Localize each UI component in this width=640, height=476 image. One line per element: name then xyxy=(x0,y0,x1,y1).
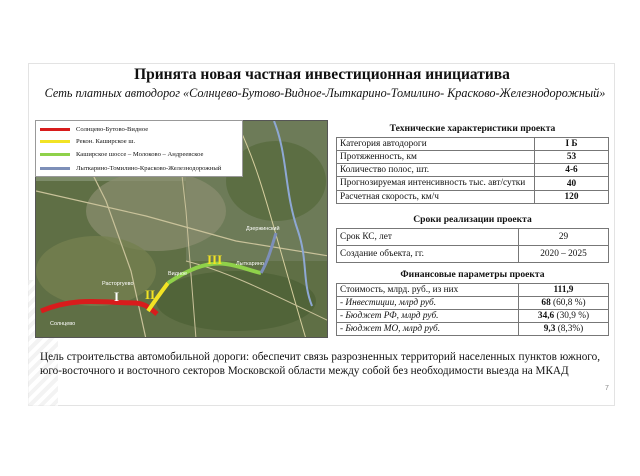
table-row xyxy=(337,297,609,310)
param-label: Расчетная скорость, км/ч xyxy=(337,191,535,204)
param-value: 29 xyxy=(519,229,609,246)
legend-item xyxy=(40,136,135,146)
param-value: 4-6 xyxy=(535,164,609,177)
map-legend xyxy=(35,120,243,177)
table-row xyxy=(337,323,609,336)
param-share: (8,3%) xyxy=(557,324,584,334)
param-amount: 34,6 xyxy=(537,311,555,321)
param-value: 120 xyxy=(535,191,609,204)
slide-title: Принята новая частная инвестиционная инициатива xyxy=(134,66,510,83)
legend-item xyxy=(40,149,203,159)
param-value: 53 xyxy=(535,151,609,164)
place-label: Лыткарино xyxy=(236,261,264,267)
param-label: Количество полос, шт. xyxy=(337,164,535,177)
param-value xyxy=(519,284,609,297)
param-amount: 68 xyxy=(541,298,551,308)
param-value xyxy=(519,323,609,336)
legend-swatch xyxy=(40,140,70,143)
param-amount: 9,3 xyxy=(543,324,556,334)
param-label: Категория автодороги xyxy=(337,138,535,151)
technical-panel xyxy=(336,121,609,204)
param-value: 2020 – 2025 xyxy=(519,246,609,263)
timeline-table xyxy=(336,228,609,263)
param-share: (30,9 %) xyxy=(556,311,590,321)
legend-label: Каширское шоссе – Молоково – Андреевское xyxy=(76,150,204,158)
timeline-title: Сроки реализации проекта xyxy=(413,214,532,225)
table-row xyxy=(337,229,609,246)
place-label: Солнцево xyxy=(50,321,76,327)
table-row xyxy=(337,138,609,151)
page-number: 7 xyxy=(605,385,609,392)
param-label: - Инвестиции, млрд руб. xyxy=(337,297,519,310)
table-row xyxy=(337,177,609,191)
table-row xyxy=(337,246,609,263)
param-value xyxy=(519,297,609,310)
technical-table xyxy=(336,137,609,204)
place-label: Видное xyxy=(168,271,188,277)
param-label: Стоимость, млрд. руб., из них xyxy=(337,284,519,297)
table-row xyxy=(337,151,609,164)
param-label: - Бюджет РФ, млрд руб. xyxy=(337,310,519,323)
legend-swatch xyxy=(40,167,70,170)
place-label: Дзержинский xyxy=(246,226,280,232)
param-label: - Бюджет МО, млрд руб. xyxy=(337,323,519,336)
param-label: Протяженность, км xyxy=(337,151,535,164)
param-label: Создание объекта, гг. xyxy=(337,246,519,263)
table-row xyxy=(337,284,609,297)
legend-label: Солнцево-Бутово-Видное xyxy=(76,125,149,133)
slide-subtitle: Сеть платных автодорог «Солнцево-Бутово-Видное-Лыткарино-Томилино- Красково-Железнодорожный» xyxy=(44,86,606,100)
param-label: Прогнозируемая интенсивность тыс. авт/сутки xyxy=(337,177,535,191)
param-value: I Б xyxy=(535,138,609,151)
timeline-panel xyxy=(336,212,609,263)
legend-item xyxy=(40,124,148,134)
param-value: 40 xyxy=(535,177,609,191)
project-goal-text: Цель строительства автомобильной дороги: обеспечит связь разрозненных территорий населенных пунктов южного, юго-восточного и восточного секторов Московской области между собой без необходимости выезда на МКАД xyxy=(40,351,600,377)
section-label-1: I xyxy=(114,289,120,304)
section-label-2: II xyxy=(145,287,156,302)
table-row xyxy=(337,310,609,323)
legend-swatch xyxy=(40,153,70,156)
table-row xyxy=(337,191,609,204)
legend-swatch xyxy=(40,128,70,131)
financial-title: Финансовые параметры проекта xyxy=(400,269,545,280)
financial-table xyxy=(336,283,609,336)
param-value xyxy=(519,310,609,323)
technical-title: Технические характеристики проекта xyxy=(389,123,556,134)
legend-label: Лыткарино-Томилино-Красково-Железнодорожный xyxy=(76,164,222,172)
section-label-3: III xyxy=(207,252,223,267)
param-label: Срок КС, лет xyxy=(337,229,519,246)
param-amount: 111,9 xyxy=(553,285,574,295)
table-row xyxy=(337,164,609,177)
financial-panel xyxy=(336,267,609,336)
legend-item xyxy=(40,163,221,173)
place-label: Расторгуево xyxy=(102,281,134,287)
legend-label: Рекон. Каширское ш. xyxy=(76,137,136,145)
param-share: (60,8 %) xyxy=(553,298,586,308)
